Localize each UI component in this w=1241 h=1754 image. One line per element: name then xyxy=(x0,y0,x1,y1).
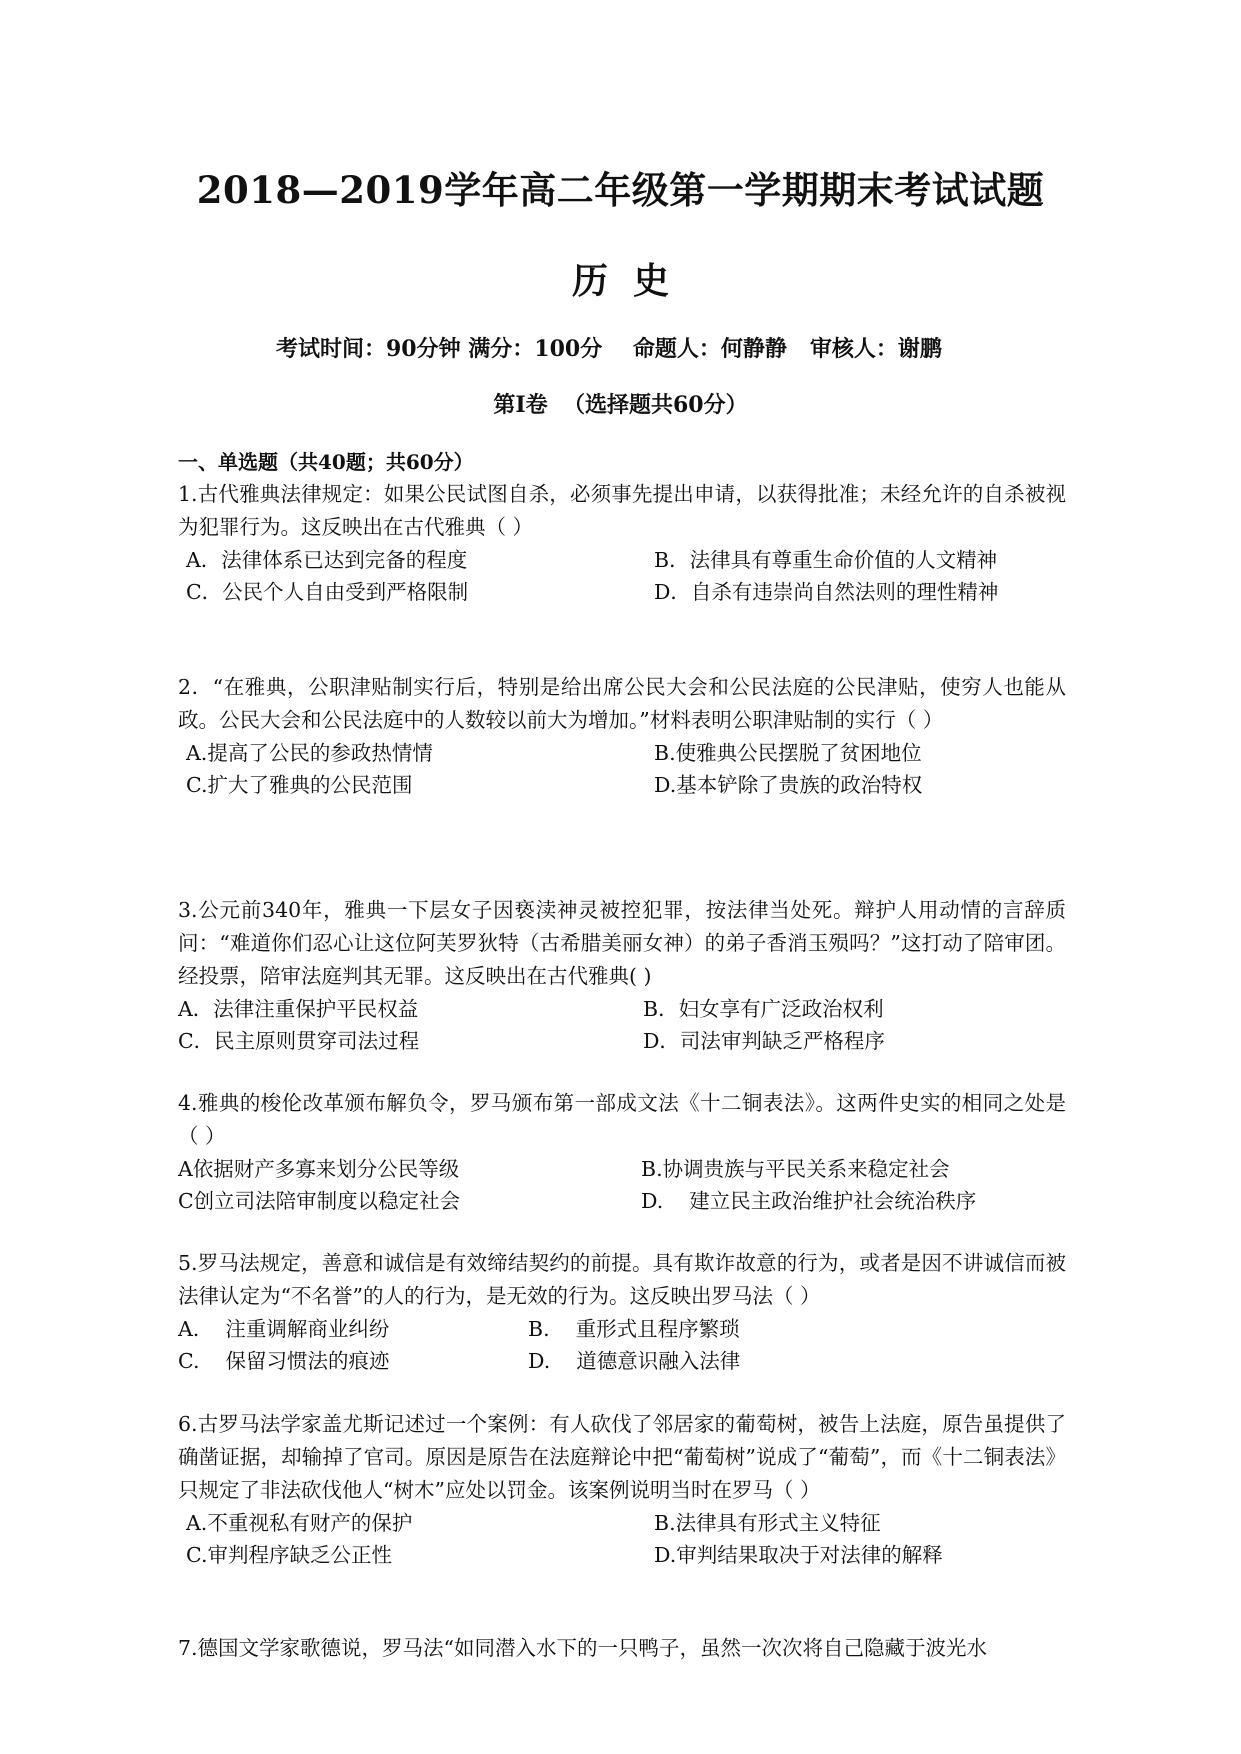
option-c: C创立司法陪审制度以稳定社会 xyxy=(178,1189,461,1213)
option-d: D. 道德意识融入法律 xyxy=(528,1349,741,1373)
question-4 xyxy=(178,1087,1066,1217)
exam-title: 2018—2019学年高二年级第一学期期末考试试题 xyxy=(196,168,1045,212)
section-title: 一、单选题（共40题；共60分） xyxy=(178,450,474,474)
question-stem: 3.公元前340年，雅典一下层女子因亵渎神灵被控犯罪，按法律当处死。辩护人用动情的言辞质问：“难道你们忍心让这位阿芙罗狄特（古希腊美丽女神）的弟子香消玉殒吗？”这打动了陪审团。经投票，陪审法庭判其无罪。这反映出在古代雅典( ) xyxy=(178,898,1066,988)
option-b: B.使雅典公民摆脱了贫困地位 xyxy=(654,741,922,765)
question-6 xyxy=(178,1408,1066,1571)
option-d: D. 建立民主政治维护社会统治秩序 xyxy=(641,1189,977,1213)
option-b: B.协调贵族与平民关系来稳定社会 xyxy=(641,1157,950,1181)
subject-title: 历 史 xyxy=(571,260,670,302)
option-a: A．法律体系已达到完备的程度 xyxy=(186,548,468,572)
options xyxy=(178,737,1066,801)
option-a: A.提高了公民的参政热情情 xyxy=(186,741,433,765)
options xyxy=(178,544,1066,608)
question-stem: 2．“在雅典，公职津贴制实行后，特别是给出席公民大会和公民法庭的公民津贴，使穷人也能从政。公民大会和公民法庭中的人数较以前大为增加。”材料表明公职津贴制的实行（ ） xyxy=(178,675,1066,732)
option-c: C. 保留习惯法的痕迹 xyxy=(178,1349,390,1373)
question-stem: 7.德国文学家歌德说，罗马法“如同潜入水下的一只鸭子，虽然一次次将自己隐藏于波光水 xyxy=(178,1636,988,1660)
question-7 xyxy=(178,1632,1066,1665)
option-b: B.法律具有形式主义特征 xyxy=(654,1511,881,1535)
option-d: D．自杀有违崇尚自然法则的理性精神 xyxy=(654,580,999,604)
options xyxy=(178,1507,1066,1571)
exam-info: 考试时间：90分钟 满分：100分 命题人：何静静 审核人：谢鹏 xyxy=(276,336,942,362)
options xyxy=(178,993,1066,1057)
option-d: D．司法审判缺乏严格程序 xyxy=(643,1029,885,1053)
option-d: D.审判结果取决于对法律的解释 xyxy=(654,1543,943,1567)
option-c: C.审判程序缺乏公正性 xyxy=(186,1543,392,1567)
option-a: A. 注重调解商业纠纷 xyxy=(178,1317,390,1341)
question-1 xyxy=(178,478,1066,608)
option-b: B. 重形式且程序繁琐 xyxy=(528,1317,740,1341)
question-stem: 5.罗马法规定，善意和诚信是有效缔结契约的前提。具有欺诈故意的行为，或者是因不讲诚信而被法律认定为“不名誉”的人的行为，是无效的行为。这反映出罗马法（ ） xyxy=(178,1251,1066,1308)
option-a: A依据财产多寡来划分公民等级 xyxy=(178,1157,460,1181)
question-2 xyxy=(178,671,1066,801)
options xyxy=(178,1153,1066,1217)
part-title: 第Ⅰ卷 （选择题共60分） xyxy=(493,392,748,418)
question-stem: 1.古代雅典法律规定：如果公民试图自杀，必须事先提出申请，以获得批准；未经允许的自杀被视为犯罪行为。这反映出在古代雅典（ ） xyxy=(178,482,1066,539)
option-c: C．民主原则贯穿司法过程 xyxy=(178,1029,420,1053)
option-d: D.基本铲除了贵族的政治特权 xyxy=(654,773,923,797)
option-a: A．法律注重保护平民权益 xyxy=(178,997,419,1021)
option-c: C．公民个人自由受到严格限制 xyxy=(186,580,469,604)
option-a: A.不重视私有财产的保护 xyxy=(186,1511,413,1535)
options xyxy=(178,1313,1066,1377)
question-3 xyxy=(178,894,1066,1057)
question-stem: 4.雅典的梭伦改革颁布解负令，罗马颁布第一部成文法《十二铜表法》。这两件史实的相同之处是（ ） xyxy=(178,1091,1066,1148)
option-b: B．法律具有尊重生命价值的人文精神 xyxy=(654,548,998,572)
question-stem: 6.古罗马法学家盖尤斯记述过一个案例：有人砍伐了邻居家的葡萄树，被告上法庭，原告虽提供了确凿证据，却输掉了官司。原因是原告在法庭辩论中把“葡萄树”说成了“葡萄”，而《十二铜表法》只规定了非法砍伐他人“树木”应处以罚金。该案例说明当时在罗马（ ） xyxy=(178,1412,1066,1502)
question-5 xyxy=(178,1247,1066,1377)
option-b: B．妇女享有广泛政治权利 xyxy=(643,997,884,1021)
option-c: C.扩大了雅典的公民范围 xyxy=(186,773,413,797)
